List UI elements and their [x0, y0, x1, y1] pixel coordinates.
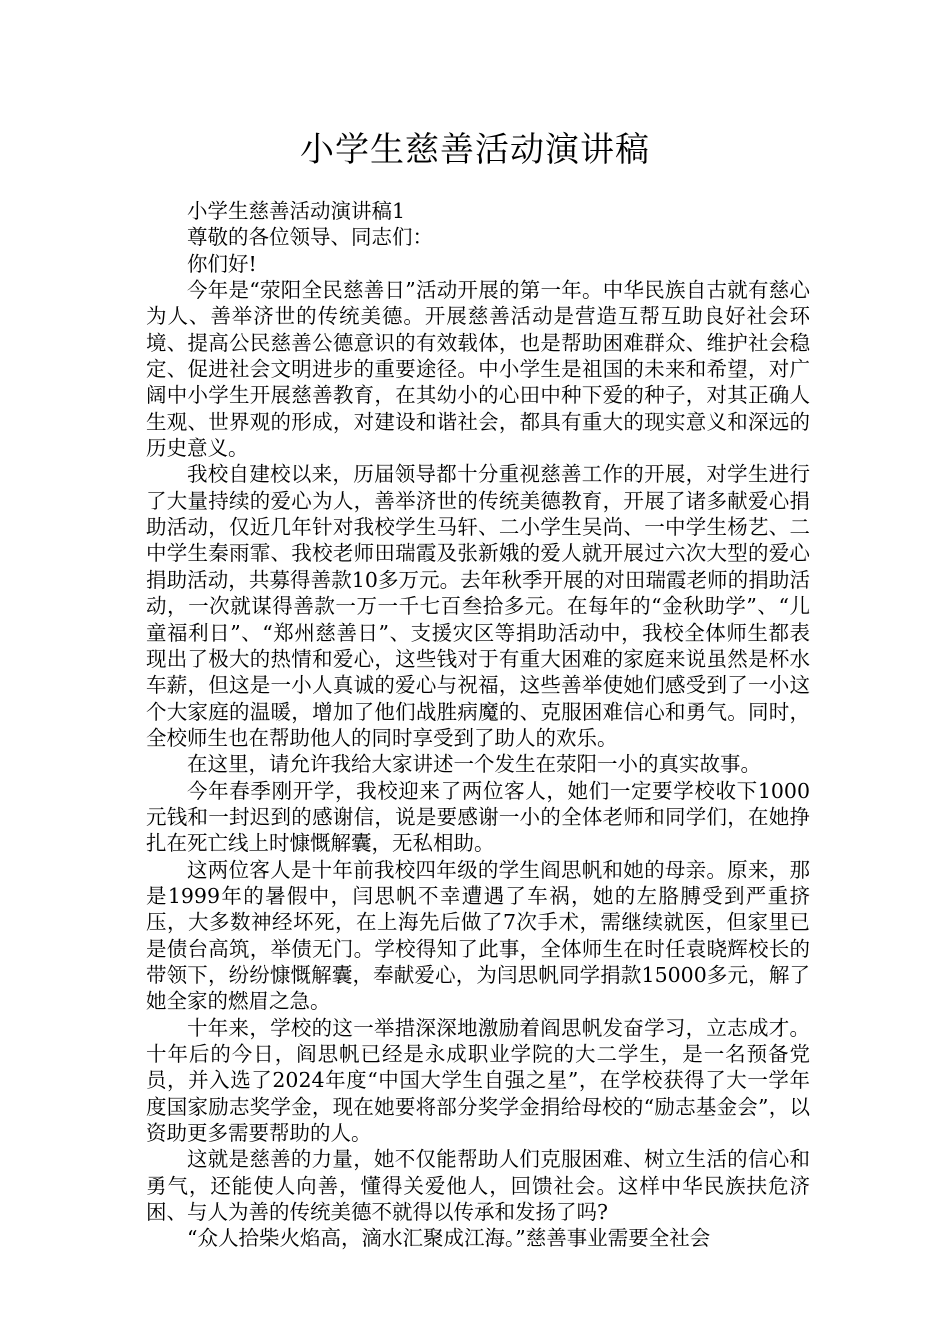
- document-title: 小学生慈善活动演讲稿: [300, 130, 650, 170]
- paragraph: 在这里，请允许我给大家讲述一个发生在荥阳一小的真实故事。: [187, 752, 761, 777]
- paragraph: 这两位客人是十年前我校四年级的学生阎思帆和她的母亲。原来，那是1999年的暑假中，闫思帆不幸遭遇了车祸，她的左胳膊受到严重挤压，大多数神经坏死，在上海先后做了7次手术，需继续就医，但家里已是债台高筑，举债无门。学校得知了此事，全体师生在时任袁晓辉校长的带领下，纷纷慷慨解囊，奉献爱心，为闫思帆同学捐款15000多元，解了她全家的燃眉之急。: [146, 857, 810, 1014]
- paragraph: 今年春季刚开学，我校迎来了两位客人，她们一定要学校收下1000元钱和一封迟到的感谢信，说是要感谢一小的全体老师和同学们，在她挣扎在死亡线上时慷慨解囊，无私相助。: [146, 778, 810, 856]
- paragraph-heading: 小学生慈善活动演讲稿1: [187, 199, 406, 223]
- paragraph-salutation: 尊敬的各位领导、同志们：: [187, 225, 433, 250]
- paragraph: 我校自建校以来，历届领导都十分重视慈善工作的开展，对学生进行了大量持续的爱心为人，善举济世的传统美德教育，开展了诸多献爱心捐助活动，仅近几年针对我校学生马轩、二小学生吴尚、一中学生杨艺、二中学生秦雨霏、我校老师田瑞霞及张新娥的爱人就开展过六次大型的爱心捐助活动，共募得善款10多万元。去年秋季开展的对田瑞霞老师的捐助活动，一次就谋得善款一万一千七百叁拾多元。在每年的“金秋助学”、“儿童福利日”、“郑州慈善日”、支援灾区等捐助活动中，我校全体师生都表现出了极大的热情和爱心，这些钱对于有重大困难的家庭来说虽然是杯水车薪，但这是一小人真诚的爱心与祝福，这些善举使她们感受到了一小这个大家庭的温暖，增加了他们战胜病魔的、克服困难信心和勇气。同时，全校师生也在帮助他人的同时享受到了助人的欢乐。: [146, 462, 810, 750]
- document-body: [146, 198, 810, 1252]
- paragraph: 今年是“荥阳全民慈善日”活动开展的第一年。中华民族自古就有慈心为人、善举济世的传统美德。开展慈善活动是营造互帮互助良好社会环境、提高公民慈善公德意识的有效载体，也是帮助困难群众、维护社会稳定、促进社会文明进步的重要途径。中小学生是祖国的未来和希望，对广阔中小学生开展慈善教育，在其幼小的心田中种下爱的种子，对其正确人生观、世界观的形成，对建设和谐社会，都具有重大的现实意义和深远的历史意义。: [146, 278, 810, 461]
- paragraph-greeting: 你们好!: [187, 251, 257, 276]
- paragraph: 这就是慈善的力量，她不仅能帮助人们克服困难、树立生活的信心和勇气，还能使人向善，懂得关爱他人，回馈社会。这样中华民族扶危济困、与人为善的传统美德不就得以传承和发扬了吗?: [146, 1147, 810, 1225]
- paragraph: 十年来，学校的这一举措深深地激励着阎思帆发奋学习，立志成才。十年后的今日，阎思帆已经是永成职业学院的大二学生，是一名预备党员，并入选了2024年度“中国大学生自强之星”，在学校获得了大一学年度国家励志奖学金，现在她要将部分奖学金捐给母校的“励志基金会”，以资助更多需要帮助的人。: [146, 1015, 810, 1146]
- paragraph: “众人拾柴火焰高，滴水汇聚成江海。”慈善事业需要全社会: [187, 1226, 711, 1251]
